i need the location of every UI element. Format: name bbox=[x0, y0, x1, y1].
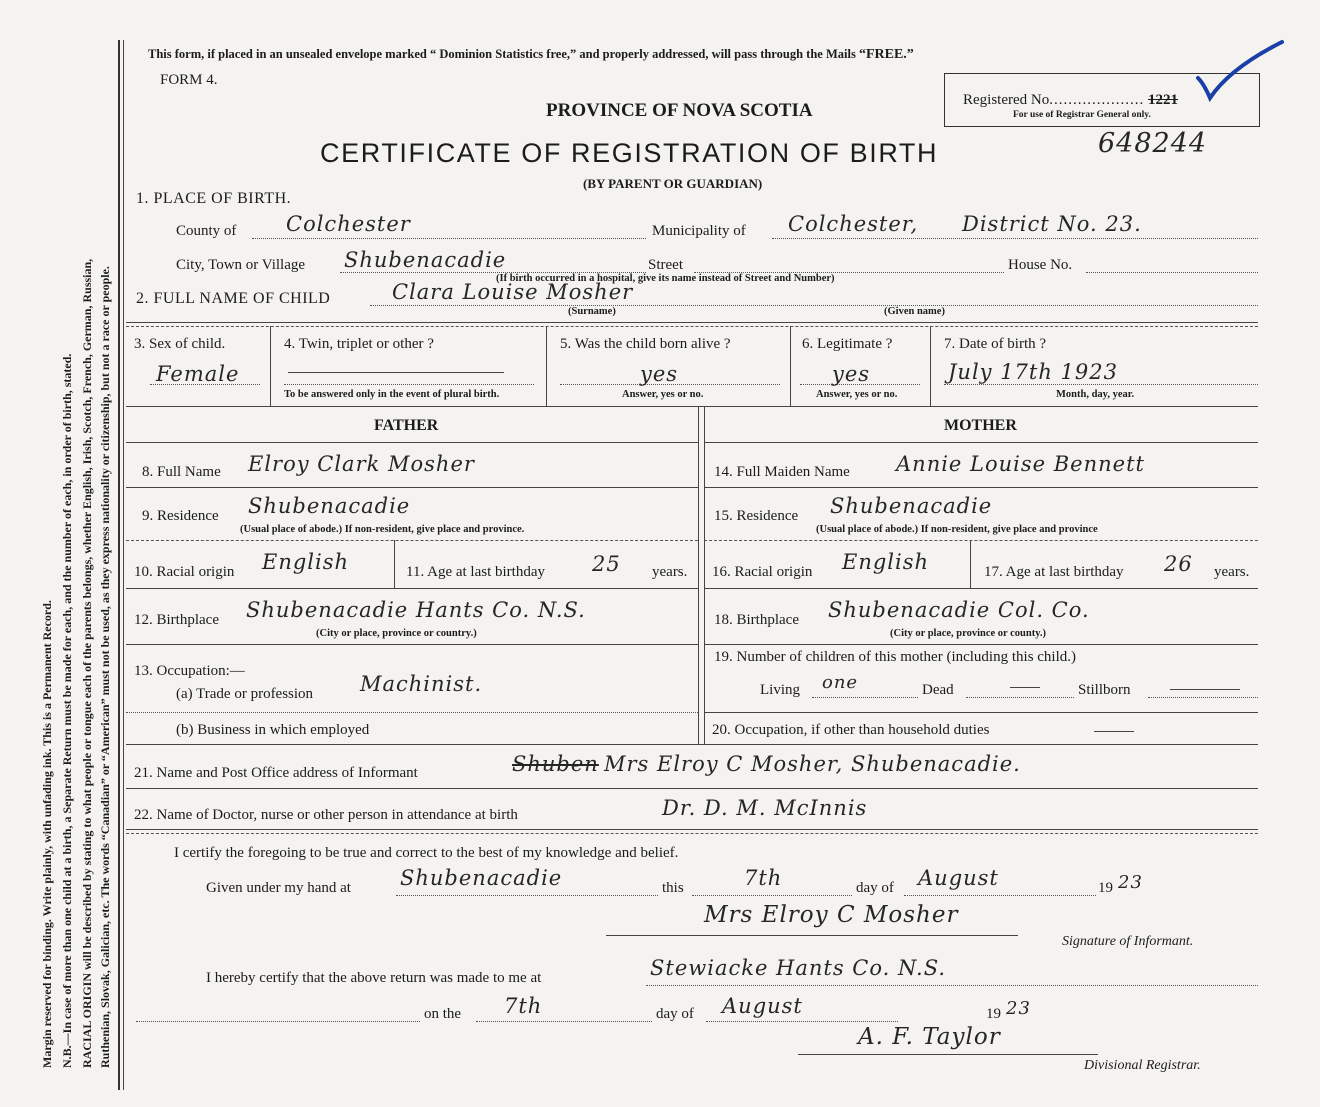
father-name-label: 8. Full Name bbox=[142, 464, 221, 480]
born-alive-label: 5. Was the child born alive ? bbox=[560, 336, 731, 352]
doctor-value[interactable]: Dr. D. M. McInnis bbox=[662, 796, 868, 820]
informant-value[interactable]: Mrs Elroy C Mosher, Shubenacadie. bbox=[604, 752, 1021, 776]
children-count-label: 19. Number of children of this mother (including this child.) bbox=[714, 649, 1077, 665]
given-year-value[interactable]: 23 bbox=[1118, 872, 1143, 893]
stillborn-label: Stillborn bbox=[1078, 682, 1131, 698]
date-of-birth-value[interactable]: July 17th 1923 bbox=[948, 360, 1119, 384]
certify-statement: I certify the foregoing to be true and correct to the best of my knowledge and belief. bbox=[174, 845, 679, 861]
stillborn-value-dash bbox=[1170, 689, 1240, 690]
child-name-value[interactable]: Clara Louise Mosher bbox=[392, 280, 634, 304]
registration-year-value[interactable]: 23 bbox=[1006, 998, 1031, 1019]
mother-name-value[interactable]: Annie Louise Bennett bbox=[896, 452, 1145, 476]
given-place-value[interactable]: Shubenacadie bbox=[400, 866, 563, 890]
legitimate-label: 6. Legitimate ? bbox=[802, 336, 893, 352]
given-at-label: Given under my hand at bbox=[206, 880, 351, 896]
province-title: PROVINCE OF NOVA SCOTIA bbox=[546, 100, 813, 121]
surname-note: (Surname) bbox=[568, 306, 616, 317]
occupation-label: 13. Occupation:— bbox=[134, 663, 245, 679]
trade-value[interactable]: Machinist. bbox=[360, 672, 483, 696]
street-label: Street bbox=[648, 257, 683, 273]
given-month-value[interactable]: August bbox=[918, 866, 999, 890]
date-of-birth-label: 7. Date of birth ? bbox=[944, 336, 1047, 352]
registration-month-value[interactable]: August bbox=[722, 994, 803, 1018]
registered-note: For use of Registrar General only. bbox=[1013, 110, 1151, 120]
mail-free: “FREE.” bbox=[858, 47, 914, 62]
mother-birthplace-label: 18. Birthplace bbox=[714, 612, 799, 628]
certificate-title: CERTIFICATE OF REGISTRATION OF BIRTH bbox=[320, 138, 939, 168]
registrar-place-value[interactable]: Stewiacke Hants Co. N.S. bbox=[650, 956, 947, 980]
registered-label: Registered No.................... 1221 bbox=[963, 92, 1178, 108]
margin-rule-inner bbox=[123, 40, 124, 1090]
mother-racial-label: 16. Racial origin bbox=[712, 564, 813, 580]
father-age-value[interactable]: 25 bbox=[592, 552, 621, 576]
informant-struck: Shuben bbox=[512, 752, 599, 776]
city-value[interactable]: Shubenacadie bbox=[344, 248, 507, 272]
born-alive-note: Answer, yes or no. bbox=[622, 389, 704, 400]
county-label: County of bbox=[176, 223, 237, 239]
mother-heading: MOTHER bbox=[944, 417, 1017, 434]
father-birthplace-label: 12. Birthplace bbox=[134, 612, 219, 628]
mother-residence-value[interactable]: Shubenacadie bbox=[830, 494, 993, 518]
registered-struck-number: 1221 bbox=[1147, 92, 1178, 108]
municipality-value[interactable]: Colchester, bbox=[788, 212, 919, 236]
dead-label: Dead bbox=[922, 682, 954, 698]
father-residence-value[interactable]: Shubenacadie bbox=[248, 494, 411, 518]
registration-day-of-label: day of bbox=[656, 1006, 694, 1022]
margin-note-racial-origin: RACIAL ORIGIN will be described by stating to what people or tongue each of the parents belongs, whether English, Irish, Scotch, French, German, Russian, bbox=[80, 258, 94, 1068]
mother-years-label: years. bbox=[1214, 564, 1250, 580]
doctor-label: 22. Name of Doctor, nurse or other person in attendance at birth bbox=[134, 807, 518, 823]
registrar-signature[interactable]: A. F. Taylor bbox=[858, 1024, 1001, 1050]
living-value[interactable]: one bbox=[822, 672, 859, 693]
father-residence-label: 9. Residence bbox=[142, 508, 219, 524]
business-label: (b) Business in which employed bbox=[176, 722, 370, 738]
form-number: FORM 4. bbox=[160, 72, 218, 88]
margin-note-binding: Margin reserved for binding. Write plainly, with unfading ink. This is a Permanent Record. bbox=[40, 600, 54, 1068]
trade-label: (a) Trade or profession bbox=[176, 686, 314, 702]
twin-note: To be answered only in the event of plural birth. bbox=[284, 389, 500, 400]
city-label: City, Town or Village bbox=[176, 257, 306, 273]
divisional-registrar-label: Divisional Registrar. bbox=[1084, 1058, 1201, 1073]
given-name-note: (Given name) bbox=[884, 306, 945, 317]
father-heading: FATHER bbox=[374, 417, 439, 434]
mother-residence-label: 15. Residence bbox=[714, 508, 799, 524]
twin-value-dash bbox=[288, 372, 504, 373]
informant-signature[interactable]: Mrs Elroy C Mosher bbox=[704, 902, 959, 928]
certificate-subtitle: (BY PARENT OR GUARDIAN) bbox=[583, 176, 763, 191]
father-years-label: years. bbox=[652, 564, 688, 580]
registrar-statement: I hereby certify that the above return was made to me at bbox=[206, 970, 542, 986]
margin-note-racial-origin-2: Ruthenian, Slovak, Galician, etc. The words “Canadian” or “American” must not be used, as they express nationality or citizenship, but not a race or people. bbox=[98, 266, 112, 1068]
sex-label: 3. Sex of child. bbox=[134, 336, 226, 352]
county-value[interactable]: Colchester bbox=[286, 212, 411, 236]
margin-rule bbox=[118, 40, 120, 1090]
given-year-prefix: 19 bbox=[1098, 880, 1113, 896]
father-racial-value[interactable]: English bbox=[262, 550, 350, 574]
child-name-label: 2. FULL NAME OF CHILD bbox=[136, 290, 331, 307]
mail-notice: This form, if placed in an unsealed envelope marked “ Dominion Statistics free,” and properly addressed, will pass through the Mails “FREE.” bbox=[148, 47, 914, 62]
day-of-label: day of bbox=[856, 880, 894, 896]
municipality-label: Municipality of bbox=[652, 223, 746, 239]
margin-note-multiple-births: N.B.—In case of more than one child at a birth, a Separate Return must be made for each, and the number of each, in order of birth, stated. bbox=[60, 353, 74, 1068]
legitimate-value[interactable]: yes bbox=[832, 362, 871, 386]
father-abode-note: (Usual place of abode.) If non-resident, give place and province. bbox=[240, 524, 525, 535]
mother-occupation-dash bbox=[1094, 731, 1134, 732]
given-day-value[interactable]: 7th bbox=[744, 866, 783, 890]
mother-age-value[interactable]: 26 bbox=[1164, 552, 1193, 576]
place-of-birth-heading: 1. PLACE OF BIRTH. bbox=[136, 190, 292, 207]
father-age-label: 11. Age at last birthday bbox=[406, 564, 545, 580]
registration-year-prefix: 19 bbox=[986, 1006, 1001, 1022]
father-birthplace-value[interactable]: Shubenacadie Hants Co. N.S. bbox=[246, 598, 586, 622]
informant-label: 21. Name and Post Office address of Informant bbox=[134, 765, 418, 781]
on-the-label: on the bbox=[424, 1006, 462, 1022]
mother-name-label: 14. Full Maiden Name bbox=[714, 464, 850, 480]
twin-label: 4. Twin, triplet or other ? bbox=[284, 336, 434, 352]
father-racial-label: 10. Racial origin bbox=[134, 564, 235, 580]
registration-day-value[interactable]: 7th bbox=[504, 994, 543, 1018]
date-of-birth-note: Month, day, year. bbox=[1056, 389, 1135, 400]
signature-of-informant-label: Signature of Informant. bbox=[1062, 934, 1194, 949]
house-number-label: House No. bbox=[1008, 257, 1073, 273]
this-label: this bbox=[662, 880, 684, 896]
mother-birthplace-value[interactable]: Shubenacadie Col. Co. bbox=[828, 598, 1090, 622]
mother-birthplace-note: (City or place, province or county.) bbox=[890, 628, 1047, 639]
district-value[interactable]: District No. 23. bbox=[962, 212, 1142, 236]
mother-racial-value[interactable]: English bbox=[842, 550, 930, 574]
mother-occupation-label: 20. Occupation, if other than household duties bbox=[712, 722, 990, 738]
mother-abode-note: (Usual place of abode.) If non-resident, give place and province bbox=[816, 524, 1098, 535]
father-name-value[interactable]: Elroy Clark Mosher bbox=[248, 452, 475, 476]
hospital-note: (If birth occurred in a hospital, give its name instead of Street and Number) bbox=[496, 273, 835, 284]
father-birthplace-note: (City or place, province or country.) bbox=[316, 628, 477, 639]
handwritten-registration-number: 648244 bbox=[1098, 128, 1208, 159]
born-alive-value[interactable]: yes bbox=[640, 362, 679, 386]
living-label: Living bbox=[760, 682, 800, 698]
mother-age-label: 17. Age at last birthday bbox=[984, 564, 1124, 580]
checkmark-icon bbox=[1190, 38, 1290, 108]
legitimate-note: Answer, yes or no. bbox=[816, 389, 898, 400]
dead-value-dash bbox=[1010, 687, 1040, 688]
sex-value[interactable]: Female bbox=[156, 362, 240, 386]
